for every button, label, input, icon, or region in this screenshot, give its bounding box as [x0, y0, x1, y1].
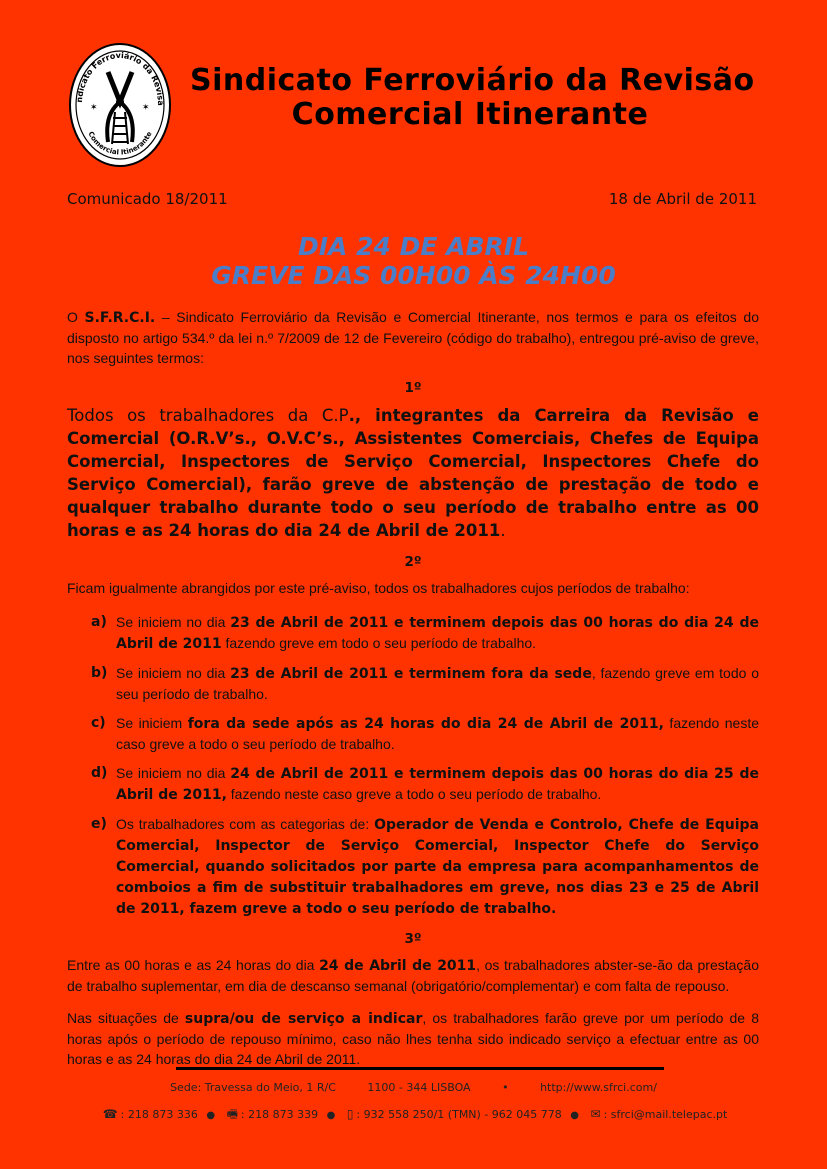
section-2-list: [91, 612, 759, 919]
list-item-text-part: Se iniciem no dia: [116, 665, 231, 681]
section-1-paragraph: [67, 404, 759, 542]
section-2-intro: Ficam igualmente abrangidos por este pré-aviso, todos os trabalhadores cujos períodos de trabalho:: [67, 580, 690, 596]
list-item-bold-part: fora da sede após as 24 horas do dia 24 de Abril de 2011,: [187, 716, 664, 732]
phone-icon: ☎: [102, 1107, 118, 1121]
section-1-bold: ., integrantes da Carreira da Revisão e Comercial (O.R.V’s., O.V.C’s., Assistentes Comerciais, Chefes de Equipa Comercial, Inspectores de Serviço Comercial, Inspectores Chefe do Serviço Comercial), farão greve de abstenção de prestação de todo e qualquer trabalho durante todo o seu período de trabalho entre as 00 horas e as 24 horas do dia 24 de Abril de 2011: [67, 406, 759, 540]
section-3-p1-bold: 24 de Abril de 2011: [319, 958, 477, 974]
section-1-number: 1º: [404, 380, 422, 396]
document-body: [67, 307, 759, 1069]
svg-text:Comercial Itinerante: Comercial Itinerante: [86, 130, 154, 157]
intro-acronym: S.F.R.C.I.: [84, 310, 156, 326]
bullet-icon: ●: [570, 1110, 580, 1121]
list-item-bold-part: 23 de Abril de 2011 e terminem fora da sede: [230, 666, 592, 682]
envelope-icon: ✉: [590, 1107, 601, 1121]
intro-text: – Sindicato Ferroviário da Revisão e Comercial Itinerante, nos termos e para os efeitos do disposto no artigo 534.º da lei n.º 7/2009 de 12 de Fevereiro (código do trabalho), entregou pré-aviso de greve, nos seguintes termos:: [67, 309, 759, 366]
organization-title: [190, 63, 755, 132]
list-item-text-part: Os trabalhadores com as categorias de:: [116, 816, 375, 832]
section-3-p2-bold: supra/ou de serviço a indicar: [184, 1011, 423, 1027]
footer-postcode: 1100 - 344 LISBOA: [367, 1081, 471, 1094]
list-item-text: [116, 814, 759, 919]
footer-email-link[interactable]: : sfrci@mail.telepac.pt: [603, 1108, 728, 1121]
list-item-bold-part: 23 de Abril de 2011 e terminem depois das 00 horas do dia 24 de Abril de 2011: [116, 615, 759, 652]
section-3-p1-pre: Entre as 00 horas e as 24 horas do dia: [67, 957, 320, 973]
section-3-p2-pre: Nas situações de: [67, 1010, 185, 1026]
list-item-text: [116, 763, 759, 805]
section-3-paragraph-2: [67, 1008, 759, 1069]
svg-text:✶: ✶: [90, 103, 98, 113]
list-item-text-part: fazendo greve em todo o seu período de trabalho.: [221, 635, 537, 651]
footer-contacts-line: [0, 1105, 827, 1126]
list-item-text: [116, 663, 759, 704]
title-line-1: Sindicato Ferroviário da Revisão: [190, 63, 755, 98]
list-item-bold-part: Operador de Venda e Controlo, Chefe de Equipa Comercial, Inspector de Serviço Comercial, Inspector Chefe do Serviço Comercial, quando solicitados por parte da empresa para acompanhamentos de comboios a fim de substituir trabalhadores em greve, nos dias 23 e 25 de Abril de 2011, fazem greve a todo o seu período de trabalho.: [116, 817, 759, 917]
section-3-number: 3º: [404, 931, 422, 947]
footer-address: Sede: Travessa do Meio, 1 R/C: [170, 1081, 336, 1094]
intro-pre: O: [67, 309, 85, 325]
communique-date: 18 de Abril de 2011: [608, 190, 757, 208]
footer-phone: : 218 873 336: [120, 1108, 198, 1121]
bullet-icon: ●: [326, 1110, 336, 1121]
svg-text:Sindicato Ferroviário da Revis: ndicato Ferroviário da Revisã: [74, 50, 166, 106]
list-item-text: [116, 713, 759, 754]
union-logo: [68, 42, 172, 168]
list-item-text-part: , fazendo greve em todo o seu período de trabalho.: [116, 665, 759, 702]
footer-fax: : 218 873 339: [240, 1108, 319, 1121]
list-item: [91, 713, 759, 754]
list-item-bold-part: 24 de Abril de 2011 e terminem depois das 00 horas do dia 25 de Abril de 2011,: [116, 766, 759, 803]
communique-number: Comunicado 18/2011: [67, 190, 228, 208]
bullet-icon: ●: [206, 1110, 216, 1121]
footer-website-link[interactable]: http://www.sfrci.com/: [540, 1081, 657, 1094]
list-item-label: d): [91, 765, 108, 781]
list-item: [91, 814, 759, 919]
mobile-phone-icon: ▯: [346, 1107, 354, 1121]
footer-divider: [176, 1067, 664, 1070]
list-item-label: e): [91, 816, 107, 832]
list-item-text-part: fazendo neste caso greve a todo o seu período de trabalho.: [226, 786, 602, 802]
list-item-label: c): [91, 715, 106, 731]
headline: [0, 232, 827, 290]
svg-text:✶: ✶: [142, 103, 150, 113]
section-2-number: 2º: [404, 554, 422, 570]
footer-mobile: : 932 558 250/1 (TMN) - 962 045 778: [356, 1108, 562, 1121]
list-item-label: a): [91, 614, 107, 630]
list-item-text-part: Se iniciem no dia: [116, 614, 231, 630]
intro-paragraph: [67, 307, 759, 368]
fax-icon: 🖷: [226, 1107, 238, 1121]
list-item-label: b): [91, 665, 108, 681]
list-item-text-part: fazendo neste caso greve a todo o seu período de trabalho.: [116, 715, 759, 752]
section-3-paragraph-1: [67, 955, 759, 996]
section-3-p2-post: , os trabalhadores farão greve por um período de 8 horas após o período de repouso mínimo, caso não lhes tenha sido indicado serviço a efectuar entre as 00 horas e as 24 horas do dia 24 de Abril de 2011.: [67, 1010, 759, 1067]
list-item-text-part: Se iniciem: [116, 715, 188, 731]
list-item-text: [116, 612, 759, 654]
headline-line-1: DIA 24 DE ABRIL: [297, 232, 530, 261]
footer-address-line: [0, 1081, 827, 1094]
list-item-text-part: Se iniciem no dia: [116, 765, 231, 781]
list-item: [91, 612, 759, 654]
section-1-pre: Todos os trabalhadores da C.P: [67, 406, 349, 425]
list-item: [91, 763, 759, 805]
headline-line-2: GREVE DAS 00H00 ÀS 24H00: [211, 261, 616, 290]
title-line-2: Comercial Itinerante: [291, 97, 649, 132]
section-3-p1-post: , os trabalhadores abster-se-ão da prestação de trabalho suplementar, em dia de descanso semanal (obrigatório/complementar) e com falta de repouso.: [67, 957, 759, 994]
footer-bullet: •: [502, 1081, 509, 1094]
list-item: [91, 663, 759, 704]
section-1-end: .: [500, 521, 506, 540]
